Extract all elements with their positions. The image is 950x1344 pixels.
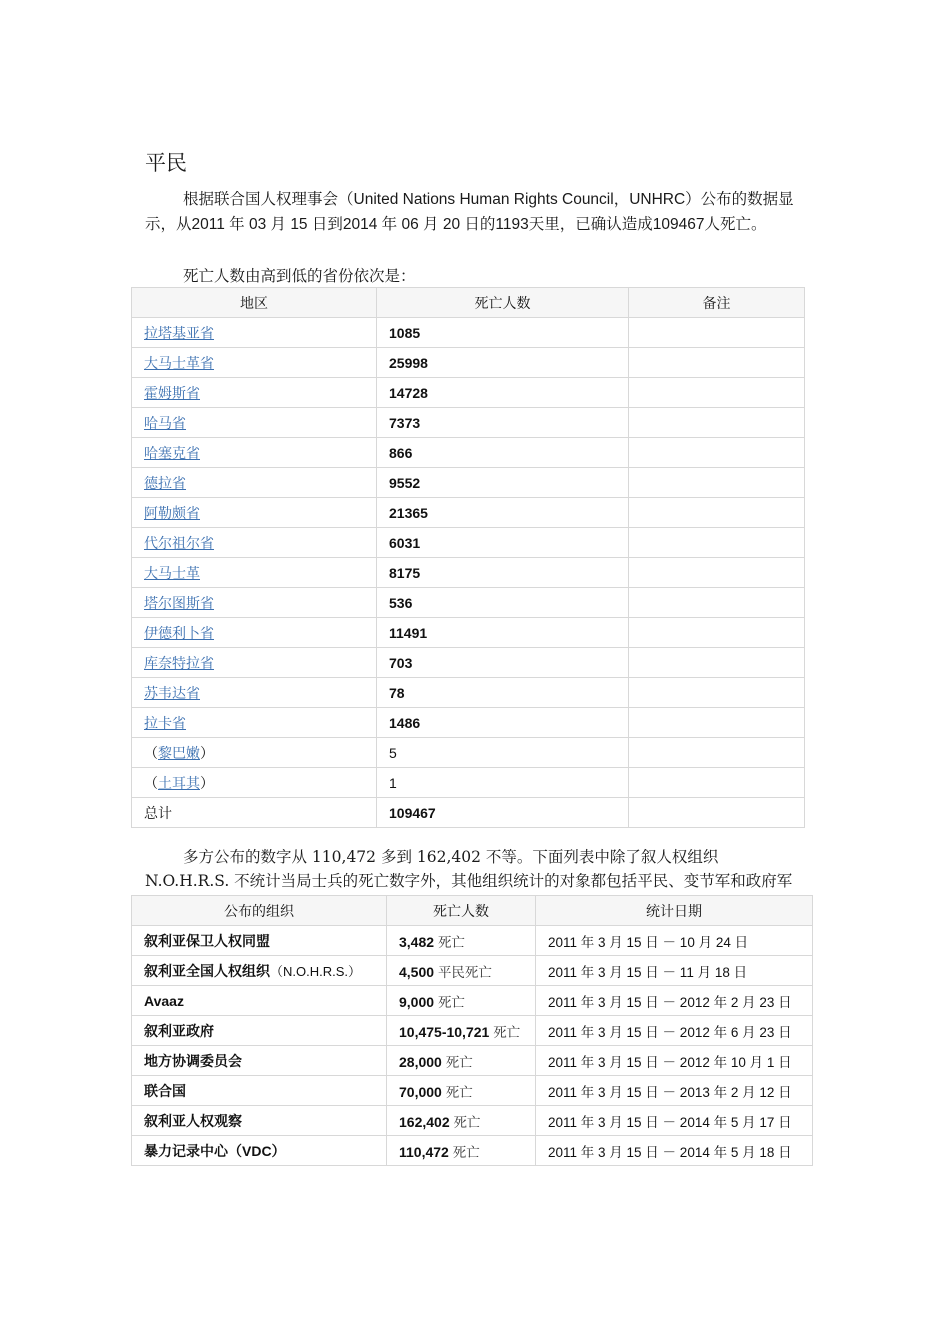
region-link[interactable]: 大马士革省 xyxy=(144,355,214,372)
deaths-cell: 28,000 死亡 xyxy=(387,1046,536,1076)
header-region: 地区 xyxy=(132,288,377,318)
region-cell xyxy=(132,618,377,648)
note-cell xyxy=(629,498,805,528)
table-row xyxy=(132,528,805,558)
province-table-body xyxy=(132,318,805,828)
organization-cell: 叙利亚全国人权组织（N.O.H.R.S.） xyxy=(132,956,387,986)
provinces-intro: 死亡人数由高到低的省份依次是： xyxy=(183,267,416,285)
table-row xyxy=(132,648,805,678)
region-link[interactable]: 拉卡省 xyxy=(144,715,186,732)
deaths-cell: 70,000 死亡 xyxy=(387,1076,536,1106)
total-row xyxy=(132,798,805,828)
deaths-cell: 1 xyxy=(377,768,629,798)
header-organization: 公布的组织 xyxy=(132,896,387,926)
deaths-cell: 703 xyxy=(377,648,629,678)
deaths-cell: 9552 xyxy=(377,468,629,498)
date-cell: 2011 年 3 月 15 日 － 10 月 24 日 xyxy=(536,926,813,956)
deaths-cell: 4,500 平民死亡 xyxy=(387,956,536,986)
table-row xyxy=(132,1136,813,1166)
note-cell xyxy=(629,648,805,678)
intro-paragraph: 根据联合国人权理事会（United Nations Human Rights Council，UNHRC）公布的数据显示，从2011 年 03 月 15 日到2014 年 06 月 20 日的1193天里，已确认造成109467人死亡。 xyxy=(145,190,794,233)
table-row xyxy=(132,768,805,798)
region-link[interactable]: 苏韦达省 xyxy=(144,685,200,702)
region-link[interactable]: 代尔祖尔省 xyxy=(144,535,214,552)
table-row xyxy=(132,1016,813,1046)
note-cell xyxy=(629,378,805,408)
region-link[interactable]: 拉塔基亚省 xyxy=(144,325,214,342)
region-cell xyxy=(132,648,377,678)
table-row xyxy=(132,926,813,956)
organization-cell: 叙利亚人权观察 xyxy=(132,1106,387,1136)
table-row xyxy=(132,618,805,648)
deaths-cell: 3,482 死亡 xyxy=(387,926,536,956)
sources-paragraph: 多方公布的数字从 110,472 多到 162,402 不等。下面列表中除了叙人权组织 N.O.H.R.S. 不统计当局士兵的死亡数字外，其他组织统计的对象都包括平民、变节军和政府军 xyxy=(145,848,793,890)
table-row xyxy=(132,678,805,708)
region-cell xyxy=(132,588,377,618)
deaths-cell: 1486 xyxy=(377,708,629,738)
date-cell: 2011 年 3 月 15 日 － 2012 年 10 月 1 日 xyxy=(536,1046,813,1076)
table-row xyxy=(132,438,805,468)
organization-cell: 地方协调委员会 xyxy=(132,1046,387,1076)
note-cell xyxy=(629,708,805,738)
date-cell: 2011 年 3 月 15 日 － 2012 年 6 月 23 日 xyxy=(536,1016,813,1046)
region-link[interactable]: 伊德利卜省 xyxy=(144,625,214,642)
region-cell xyxy=(132,708,377,738)
note-cell xyxy=(629,738,805,768)
region-cell xyxy=(132,498,377,528)
region-cell xyxy=(132,378,377,408)
table-row xyxy=(132,1046,813,1076)
table-header-row xyxy=(132,288,805,318)
region-cell xyxy=(132,678,377,708)
deaths-cell: 10,475-10,721 死亡 xyxy=(387,1016,536,1046)
deaths-cell: 8175 xyxy=(377,558,629,588)
region-link[interactable]: 阿勒颇省 xyxy=(144,505,200,522)
region-cell: （黎巴嫩） xyxy=(132,738,377,768)
region-link[interactable]: 黎巴嫩 xyxy=(158,745,200,762)
note-cell xyxy=(629,558,805,588)
region-link[interactable]: 霍姆斯省 xyxy=(144,385,200,402)
province-deaths-table xyxy=(131,287,805,828)
deaths-cell: 162,402 死亡 xyxy=(387,1106,536,1136)
note-cell xyxy=(629,678,805,708)
header-date: 统计日期 xyxy=(536,896,813,926)
note-cell xyxy=(629,528,805,558)
region-cell xyxy=(132,318,377,348)
deaths-cell: 1085 xyxy=(377,318,629,348)
date-cell: 2011 年 3 月 15 日 － 2012 年 2 月 23 日 xyxy=(536,986,813,1016)
note-cell xyxy=(629,408,805,438)
table-row xyxy=(132,498,805,528)
note-cell xyxy=(629,348,805,378)
total-note xyxy=(629,798,805,828)
deaths-cell: 14728 xyxy=(377,378,629,408)
table-header-row xyxy=(132,896,813,926)
note-cell xyxy=(629,438,805,468)
organization-cell: 叙利亚保卫人权同盟 xyxy=(132,926,387,956)
date-cell: 2011 年 3 月 15 日 － 2014 年 5 月 18 日 xyxy=(536,1136,813,1166)
deaths-cell: 110,472 死亡 xyxy=(387,1136,536,1166)
region-cell: （土耳其） xyxy=(132,768,377,798)
region-cell xyxy=(132,558,377,588)
region-link[interactable]: 大马士革 xyxy=(144,565,200,582)
organization-cell: 叙利亚政府 xyxy=(132,1016,387,1046)
date-cell: 2011 年 3 月 15 日 － 2014 年 5 月 17 日 xyxy=(536,1106,813,1136)
table-row xyxy=(132,408,805,438)
organization-cell: 联合国 xyxy=(132,1076,387,1106)
header-note: 备注 xyxy=(629,288,805,318)
deaths-cell: 5 xyxy=(377,738,629,768)
total-deaths: 109467 xyxy=(377,798,629,828)
header-deaths: 死亡人数 xyxy=(387,896,536,926)
date-cell: 2011 年 3 月 15 日 － 2013 年 2 月 12 日 xyxy=(536,1076,813,1106)
table-row xyxy=(132,986,813,1016)
organization-cell: 暴力记录中心（VDC） xyxy=(132,1136,387,1166)
region-link[interactable]: 哈塞克省 xyxy=(144,445,200,462)
deaths-cell: 6031 xyxy=(377,528,629,558)
total-label: 总计 xyxy=(132,798,377,828)
deaths-cell: 7373 xyxy=(377,408,629,438)
table-row xyxy=(132,588,805,618)
date-cell: 2011 年 3 月 15 日 － 11 月 18 日 xyxy=(536,956,813,986)
region-cell xyxy=(132,438,377,468)
note-cell xyxy=(629,768,805,798)
deaths-cell: 78 xyxy=(377,678,629,708)
page-title: 平民 xyxy=(145,151,187,175)
table-row xyxy=(132,378,805,408)
table-row xyxy=(132,468,805,498)
note-cell xyxy=(629,468,805,498)
organization-cell: Avaaz xyxy=(132,986,387,1016)
table-row xyxy=(132,1076,813,1106)
region-cell xyxy=(132,408,377,438)
deaths-cell: 25998 xyxy=(377,348,629,378)
region-link[interactable]: 塔尔图斯省 xyxy=(144,595,214,612)
region-link[interactable]: 土耳其 xyxy=(158,775,200,792)
table-row xyxy=(132,738,805,768)
header-deaths: 死亡人数 xyxy=(377,288,629,318)
note-cell xyxy=(629,318,805,348)
deaths-cell: 536 xyxy=(377,588,629,618)
organization-deaths-table xyxy=(131,895,813,1166)
region-cell xyxy=(132,528,377,558)
table-row xyxy=(132,956,813,986)
region-link[interactable]: 德拉省 xyxy=(144,475,186,492)
region-cell xyxy=(132,348,377,378)
table-row xyxy=(132,348,805,378)
region-link[interactable]: 库奈特拉省 xyxy=(144,655,214,672)
note-cell xyxy=(629,588,805,618)
table-row xyxy=(132,558,805,588)
unhrc-org-name: 联合国人权理事会（United Nations Human Rights Council，UNHRC） xyxy=(214,191,701,208)
table-row xyxy=(132,708,805,738)
table-row xyxy=(132,318,805,348)
table-row xyxy=(132,1106,813,1136)
deaths-cell: 866 xyxy=(377,438,629,468)
region-cell xyxy=(132,468,377,498)
note-cell xyxy=(629,618,805,648)
deaths-cell: 21365 xyxy=(377,498,629,528)
deaths-cell: 9,000 死亡 xyxy=(387,986,536,1016)
organization-table-body xyxy=(132,926,813,1166)
region-link[interactable]: 哈马省 xyxy=(144,415,186,432)
deaths-cell: 11491 xyxy=(377,618,629,648)
